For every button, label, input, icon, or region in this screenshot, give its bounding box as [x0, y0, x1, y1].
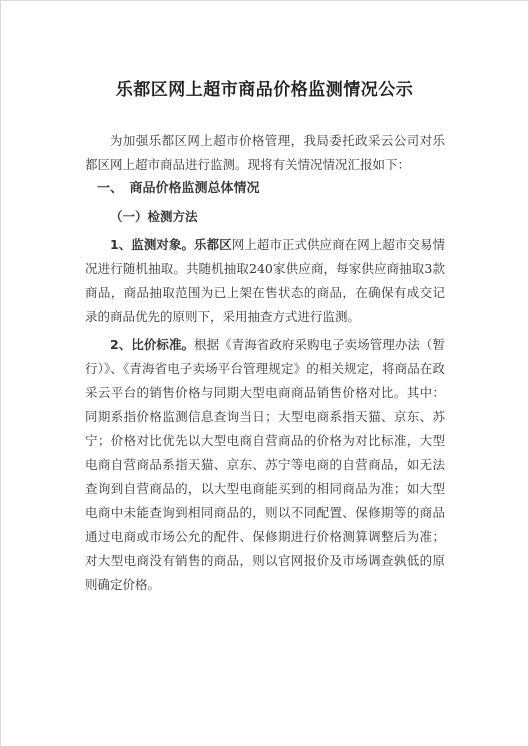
document-title: 乐都区网上超市商品价格监测情况公示 — [115, 80, 414, 100]
item1-paragraph — [85, 233, 445, 329]
document-body — [85, 129, 445, 597]
item2-text: 根据《青海省政府采购电子卖场管理办法（暂行）》、《青海省电子卖场平台管理规定》的相关规定，将商品在政采云平台的销售价格与同期大型电商商品销售价格对比。其中：同期系指价格监测信息查询当日；大型电商系指天猫、京东、苏宁；价格对比优先以大型电商自营商品的价格为对比标准，大型电商自营商品系指天猫、京东、苏宁等电商的自营商品，如无法查询到自营商品的，以大型电商能买到的相同商品为准；如大型电商中未能查询到相同商品的，则以不同配置、保修期等的商品通过电商或市场公允的配件、保修期进行价格测算调整后为准；对大型电商没有销售的商品，则以官网报价及市场调查孰低的原则确定价格。 — [85, 337, 445, 592]
item2-paragraph — [85, 333, 445, 597]
item1-text: 网上超市正式供应商在网上超市交易情况进行随机抽取。共随机抽取240家供应商，每家供应商抽取3款商品，商品抽取范围为已上架在售状态的商品，在确保有成交记录的商品优先的原则下，采用抽查方式进行监测。 — [85, 237, 445, 324]
subsection-heading: （一）检测方法 — [110, 209, 198, 224]
section-heading: 一、 商品价格监测总体情况 — [97, 181, 260, 196]
intro-paragraph: 为加强乐都区网上超市价格管理，我局委托政采云公司对乐都区网上超市商品进行监测。现将有关情况情况汇报如下： — [85, 133, 445, 172]
item2-lead: 2、比价标准。 — [110, 337, 195, 352]
item1-lead: 1、监测对象。乐都区 — [110, 237, 232, 252]
